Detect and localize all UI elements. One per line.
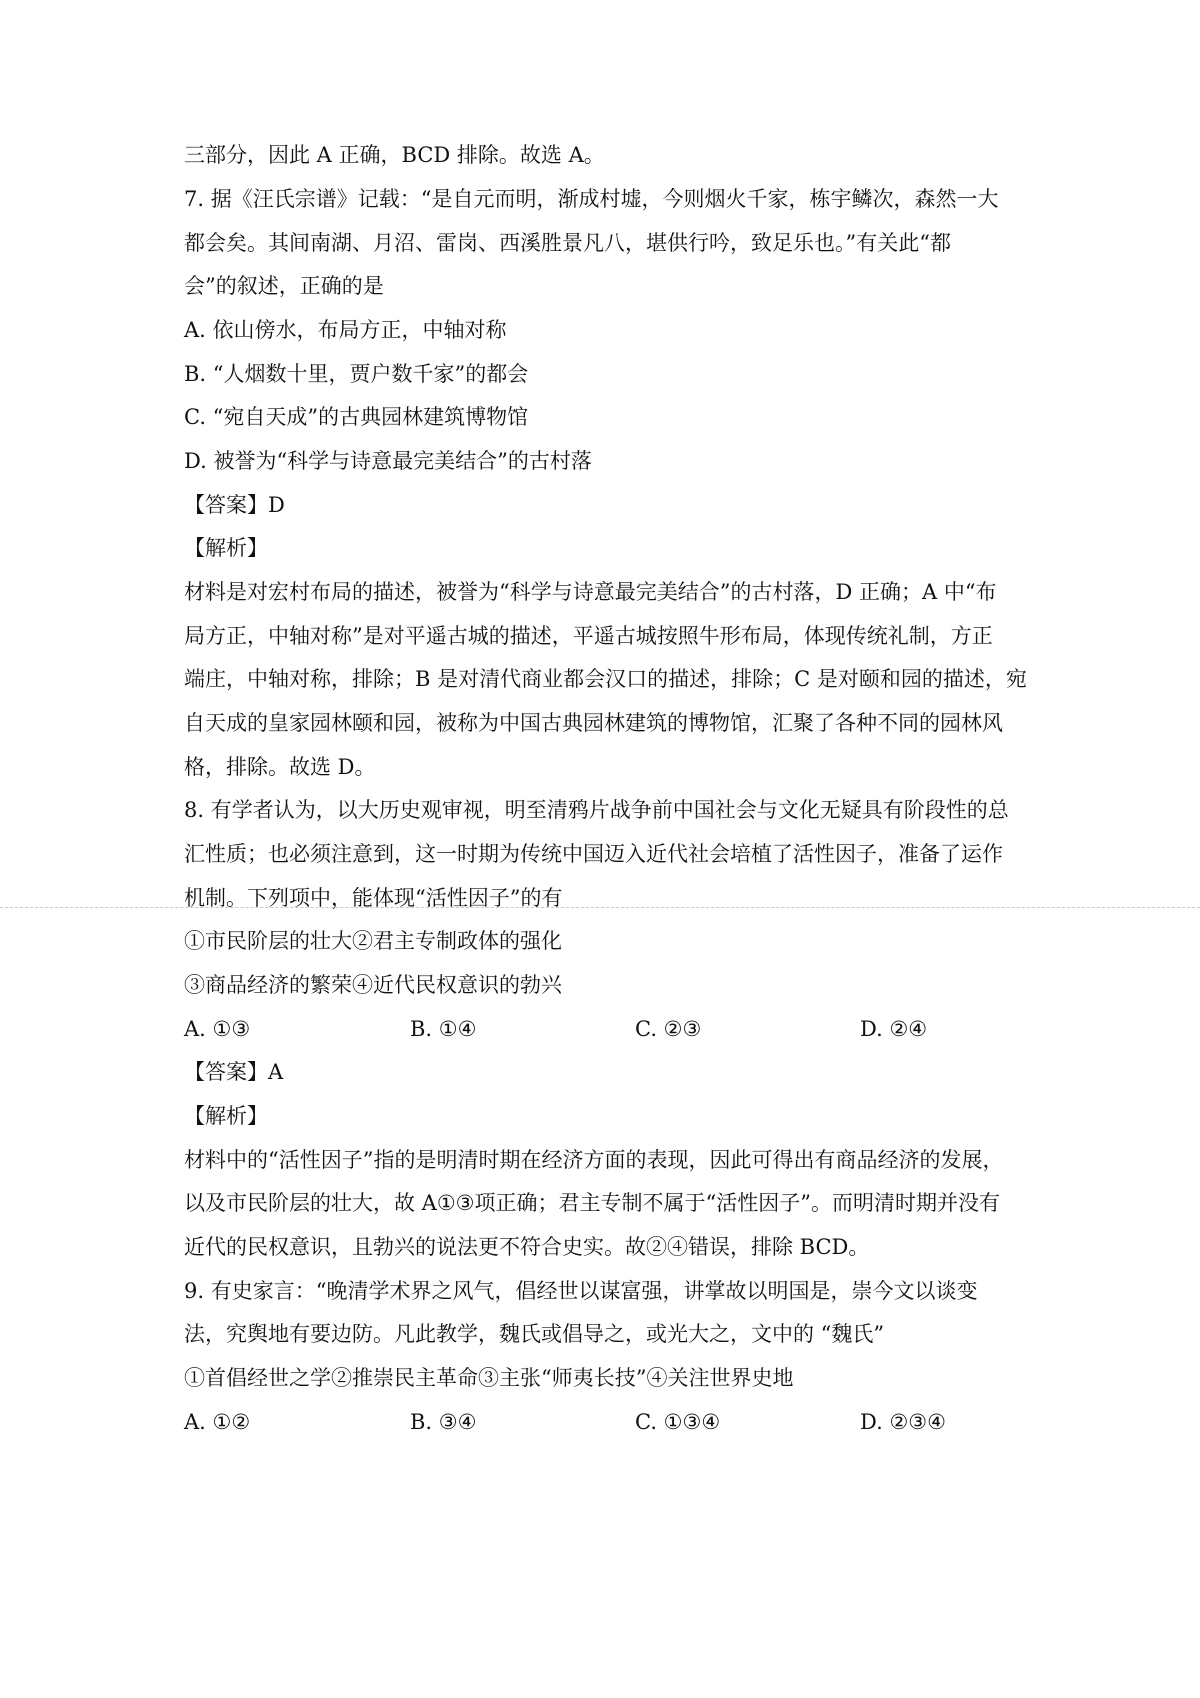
question-7-analysis-heading: 【解析】 [184, 536, 268, 560]
question-8-analysis: 近代的民权意识，且勃兴的说法更不符合史实。故②④错误，排除 BCD。 [184, 1235, 870, 1259]
question-7-analysis: 局方正，中轴对称”是对平遥古城的描述，平遥古城按照牛形布局，体现传统礼制，方正 [184, 624, 993, 648]
question-9-option-a: A. ①② [184, 1410, 251, 1434]
question-7-stem: 都会矣。其间南湖、月沼、雷岗、西溪胜景凡八，堪供行吟，致足乐也。”有关此“都 [184, 231, 951, 255]
question-7-analysis: 格，排除。故选 D。 [184, 755, 376, 779]
question-7-analysis: 端庄，中轴对称，排除；B 是对清代商业都会汉口的描述，排除；C 是对颐和园的描述，宛 [184, 667, 1027, 691]
question-7-analysis: 材料是对宏村布局的描述，被誉为“科学与诗意最完美结合”的古村落，D 正确；A 中“布 [184, 580, 997, 604]
question-7-option-d: D. 被誉为“科学与诗意最完美结合”的古村落 [184, 449, 592, 473]
question-9-option-b: B. ③④ [410, 1410, 477, 1434]
question-9-stem: 法，究舆地有要边防。凡此教学，魏氏或倡导之，或光大之，文中的 “魏氏” [184, 1322, 885, 1346]
text-line: 三部分，因此 A 正确，BCD 排除。故选 A。 [184, 143, 605, 167]
question-7-option-b: B. “人烟数十里，贾户数千家”的都会 [184, 362, 529, 386]
question-9-option-d: D. ②③④ [860, 1410, 946, 1434]
question-8-stem: 汇性质；也必须注意到，这一时期为传统中国迈入近代社会培植了活性因子，准备了运作 [184, 842, 1003, 866]
question-9-items: ①首倡经世之学②推崇民主革命③主张“师夷长技”④关注世界史地 [184, 1366, 794, 1390]
question-8-item: ①市民阶层的壮大②君主专制政体的强化 [184, 929, 562, 953]
question-8-stem: 机制。下列项中，能体现“活性因子”的有 [184, 886, 563, 910]
question-8-analysis: 以及市民阶层的壮大，故 A①③项正确；君主专制不属于“活性因子”。而明清时期并没有 [184, 1191, 1000, 1215]
question-7-stem: 会”的叙述，正确的是 [184, 274, 384, 298]
question-7-answer: 【答案】D [184, 493, 285, 517]
question-7-option-a: A. 依山傍水，布局方正，中轴对称 [184, 318, 507, 342]
question-9-stem: 9. 有史家言：“晚清学术界之风气，倡经世以谋富强，讲掌故以明国是，崇今文以谈变 [184, 1279, 978, 1303]
question-8-option-b: B. ①④ [410, 1017, 477, 1041]
question-8-option-d: D. ②④ [860, 1017, 928, 1041]
question-8-stem: 8. 有学者认为，以大历史观审视，明至清鸦片战争前中国社会与文化无疑具有阶段性的总 [184, 798, 1009, 822]
question-8-answer: 【答案】A [184, 1060, 284, 1084]
question-7-option-c: C. “宛自天成”的古典园林建筑博物馆 [184, 405, 529, 429]
question-9-option-c: C. ①③④ [635, 1410, 721, 1434]
question-8-option-c: C. ②③ [635, 1017, 702, 1041]
question-7-stem: 7. 据《汪氏宗谱》记载：“是自元而明，渐成村墟，今则烟火千家，栋宇鳞次，森然一大 [184, 187, 999, 211]
question-8-analysis-heading: 【解析】 [184, 1104, 268, 1128]
question-8-option-a: A. ①③ [184, 1017, 251, 1041]
question-8-analysis: 材料中的“活性因子”指的是明清时期在经济方面的表现，因此可得出有商品经济的发展， [184, 1148, 1004, 1172]
question-8-item: ③商品经济的繁荣④近代民权意识的勃兴 [184, 973, 562, 997]
question-7-analysis: 自天成的皇家园林颐和园，被称为中国古典园林建筑的博物馆，汇聚了各种不同的园林风 [184, 711, 1003, 735]
